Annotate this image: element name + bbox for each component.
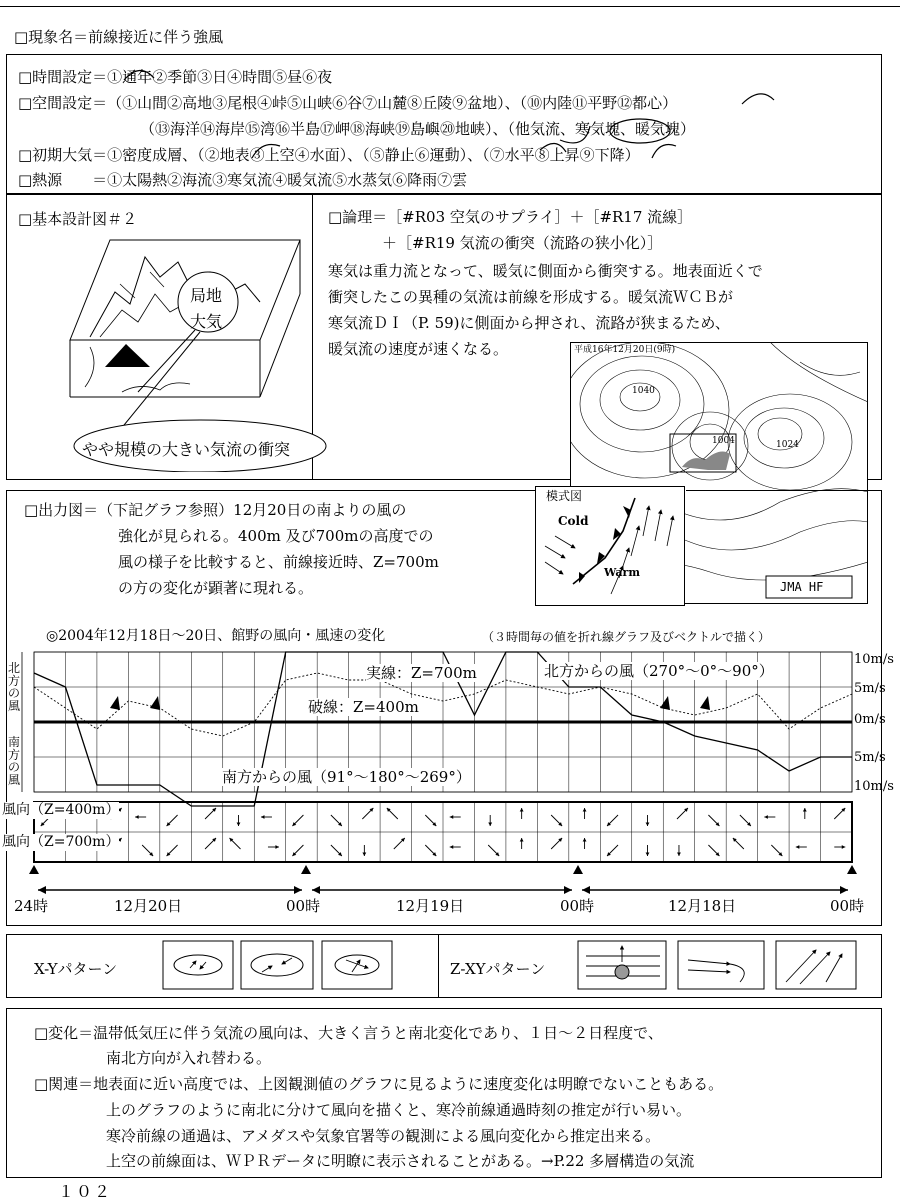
time-setting: □時間設定＝①通年②季節③日④時間⑤昼⑥夜 [18, 68, 333, 86]
y-tick-label: 5m/s [854, 681, 886, 696]
day-marker [847, 865, 857, 874]
theory-body-4: 暖気流の速度が速くなる。 [328, 340, 509, 358]
x-label: 00時 [830, 897, 865, 915]
wind-vector-700m-head [842, 845, 846, 849]
warm-label: Warm [604, 566, 640, 579]
wind-vector-700m-head [520, 838, 524, 842]
x-label: 12月19日 [396, 897, 465, 915]
y-tick-label: 5m/s [854, 750, 886, 765]
zxy-pattern-label: Z-XYパターン [450, 960, 546, 978]
y-axis-north-label: 北方の風 [8, 661, 21, 713]
change-line-2: 南北方向が入れ替わる。 [106, 1049, 272, 1067]
time-axis-arrow [582, 886, 590, 894]
space-setting-2: （⑬海洋⑭海岸⑮湾⑯半島⑰岬⑱海峡⑲島嶼⑳地峡）、（他気流、寒気塊、暖気塊） [140, 120, 696, 138]
graph-note: （３時間毎の値を折れ線グラフ及びベクトルで描く） [482, 630, 771, 644]
vector-label-700: 風向（Z=700m） [2, 834, 120, 850]
map-date: 平成16年12月20日(9時) [574, 345, 676, 355]
schematic-title: 模式図 [546, 489, 583, 503]
wind-vector-400m-head [237, 822, 241, 826]
wind-vector-700m-head [677, 852, 681, 856]
theory-body-2: 衝突したこの異種の気流は前線を形成する。暖気流ＷＣＢが [328, 288, 734, 306]
x-label: 12月20日 [114, 897, 183, 915]
front-symbol [150, 696, 160, 710]
map-pressure-1: 1040 [632, 386, 655, 396]
output-line-2: 強化が見られる。400m 及び700mの高度での [118, 527, 434, 545]
day-marker [573, 865, 583, 874]
north-wind-annotation: 北方からの風（270°〜0°〜90°） [544, 662, 774, 680]
output-line-1: □出力図＝（下記グラフ参照）12月20日の南よりの風の [24, 501, 407, 519]
local-label-1: 局地 [190, 286, 223, 305]
local-label-2: 大気 [190, 312, 223, 331]
wind-vector-400m-head [803, 808, 807, 812]
relation-line-2: 上のグラフのように南北に分けて風向を描くと、寒冷前線通過時刻の推定が行い易い。 [106, 1101, 692, 1119]
wind-vector-400m-head [583, 808, 587, 812]
theory-body-1: 寒気は重力流となって、暖気に側面から衝突する。地表面近くで [328, 262, 763, 280]
time-axis-arrow [840, 886, 848, 894]
space-setting-1: □空間設定＝（①山間②高地③尾根④峠⑤山峡⑥谷⑦山麓⑧丘陵⑨盆地）、（⑩内陸⑪平野⑫都心） [18, 94, 678, 112]
wind-vector-400m-head [135, 815, 139, 819]
change-line-1: □変化＝温帯低気圧に伴う気流の風向は、大きく言うと南北変化であり、１日〜２日程度で、 [34, 1024, 663, 1042]
collision-label: やや規模の大きい気流の衝突 [82, 440, 291, 459]
relation-line-1: □関連＝地表面に近い高度では、上図観測値のグラフに見るように速度変化は明瞭でないこともある。 [34, 1075, 724, 1093]
front-symbol [660, 696, 670, 710]
wind-vector-700m-head [275, 845, 279, 849]
south-wind-annotation: 南方からの風（91°〜180°〜269°） [222, 768, 471, 786]
relation-line-3: 寒冷前線の通過は、アメダスや気象官署等の観測による風向変化から推定出来る。 [106, 1127, 661, 1145]
y-axis-south-label: 南方の風 [8, 735, 21, 787]
day-marker [29, 865, 39, 874]
wind-vector-700m-head [646, 852, 650, 856]
theory-body-3: 寒気流ＤＩ（P. 59)に側面から押され、流路が狭まるため、 [328, 314, 730, 332]
time-axis-arrow [38, 886, 46, 894]
theory-line-2: ＋［#R19 気流の衝突（流路の狭小化）］ [382, 234, 663, 252]
front-symbol [700, 696, 710, 710]
wind-vector-400m-head [488, 822, 492, 826]
solid-line-annotation: 実線：Z=700m [366, 664, 477, 682]
dashed-line-annotation: 破線：Z=400m [308, 698, 419, 716]
front-symbol [110, 696, 120, 710]
output-line-3: 風の様子を比較すると、前線接近時、Z=700m [118, 553, 439, 571]
phenomenon-name: □現象名＝前線接近に伴う強風 [14, 28, 224, 46]
x-label: 00時 [286, 897, 321, 915]
y-tick-label: 10m/s [854, 779, 894, 794]
cold-label: Cold [558, 514, 589, 528]
time-axis-arrow [564, 886, 572, 894]
wind-vector-400m-head [764, 815, 768, 819]
map-pressure-3: 1024 [776, 440, 799, 450]
wind-vector-700m-head [450, 845, 454, 849]
y-tick-label: 0m/s [854, 712, 886, 727]
wind-vector-400m-head [646, 822, 650, 826]
x-label: 24時 [14, 897, 49, 915]
wind-vector-400m-head [261, 815, 265, 819]
basic-design-drawing [60, 232, 340, 472]
wind-vector-400m-head [450, 815, 454, 819]
wind-vector-700m-head [583, 838, 587, 842]
output-line-4: の方の変化が顕著に現れる。 [118, 579, 314, 597]
heat-source: □熱源 ＝①太陽熱②海流③寒気流④暖気流⑤水蒸気⑥降雨⑦雲 [18, 171, 468, 189]
design-title: □基本設計図＃２ [18, 210, 138, 228]
wind-vector-700m-head [796, 845, 800, 849]
x-label: 00時 [560, 897, 595, 915]
wind-vector-400m-head [520, 808, 524, 812]
selection-marks [0, 0, 900, 200]
xy-pattern-label: X-Yパターン [34, 960, 118, 978]
x-label: 12月18日 [668, 897, 737, 915]
theory-line-1: □論理＝［#R03 空気のサプライ］＋［#R17 流線］ [328, 208, 693, 226]
map-credit: JMA HF [780, 580, 824, 594]
y-tick-label: 10m/s [854, 652, 894, 667]
relation-line-4: 上空の前線面は、ＷＰＲデータに明瞭に表示されることがある。→P.22 多層構造の気流 [106, 1152, 695, 1170]
vector-label-400: 風向（Z=400m） [2, 802, 120, 818]
page-number: １０２ [58, 1182, 113, 1201]
map-pressure-2: 1004 [712, 436, 735, 446]
time-axis-arrow [312, 886, 320, 894]
time-axis-arrow [294, 886, 302, 894]
pattern-icons [0, 934, 900, 998]
day-marker [301, 865, 311, 874]
initial-atmosphere: □初期大気＝①密度成層、（②地表③上空④水面）、（⑤静止⑥運動）、（⑦水平⑧上昇⑨下降） [18, 146, 640, 164]
wind-vector-700m-head [362, 852, 366, 856]
graph-title: ◎2004年12月18日〜20日、館野の風向・風速の変化 [46, 628, 386, 644]
